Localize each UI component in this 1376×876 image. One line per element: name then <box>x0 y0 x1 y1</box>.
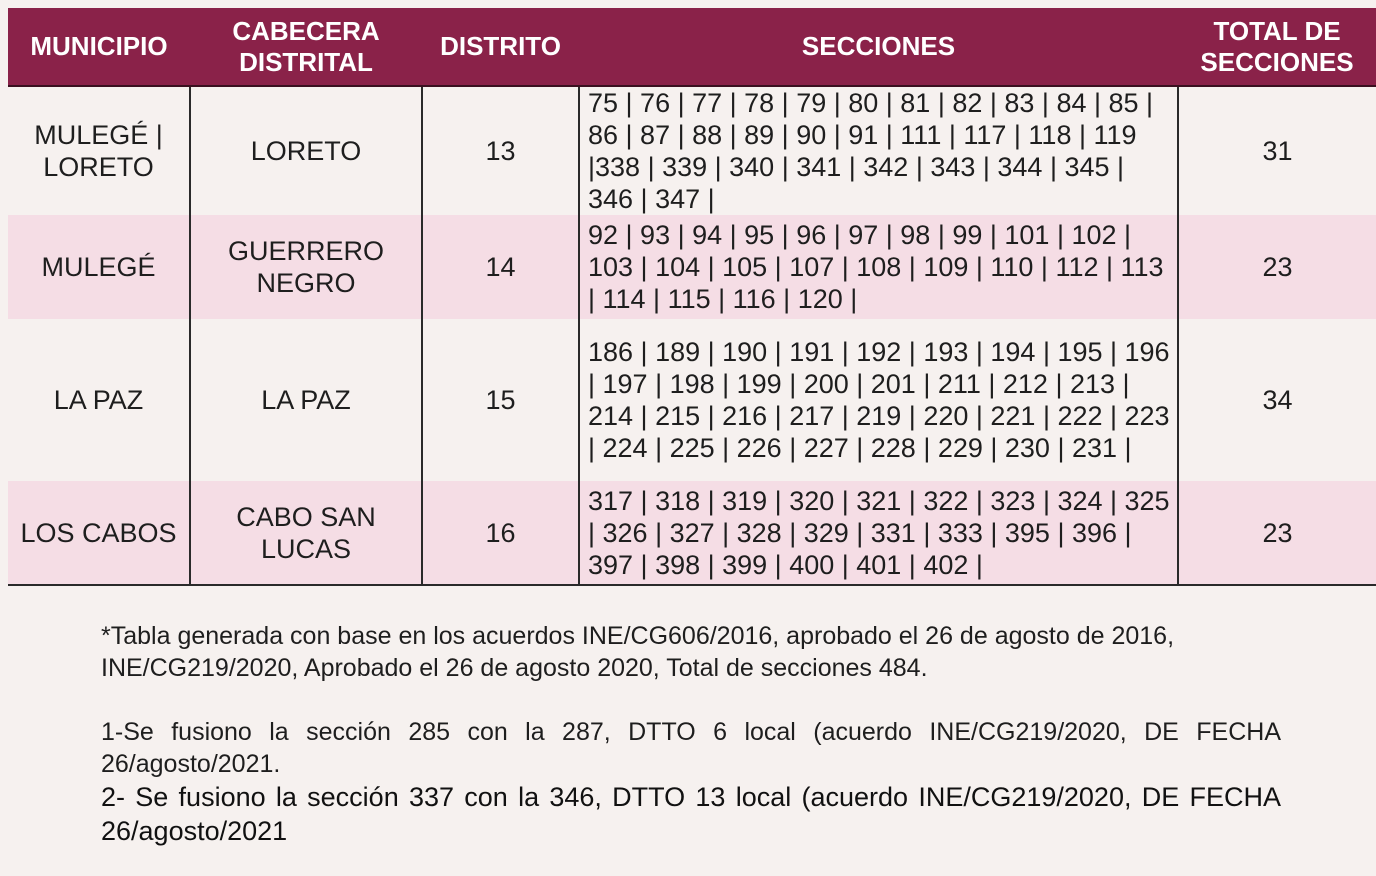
cell-distrito: 15 <box>422 319 579 481</box>
header-municipio: MUNICIPIO <box>8 8 190 86</box>
table-body <box>8 86 1376 585</box>
cell-secciones: 75 | 76 | 77 | 78 | 79 | 80 | 81 | 82 | 83 | 84 | 85 | 86 | 87 | 88 | 89 | 90 | 91 | 111 | 117 | 118 | 119 |338 | 339 | 340 | 341 | 342 | 343 | 344 | 345 | 346 | 347 | <box>579 86 1178 215</box>
footnote-main: *Tabla generada con base en los acuerdos INE/CG606/2016, aprobado el 26 de agosto de 2016, INE/CG219/2020, Aprobado el 26 de agosto 2020, Total de secciones 484. <box>101 622 1175 682</box>
header-cabecera-distrital: CABECERA DISTRITAL <box>190 8 422 86</box>
cell-cabecera: LA PAZ <box>190 319 422 481</box>
cell-cabecera: CABO SAN LUCAS <box>190 481 422 585</box>
header-row <box>8 8 1376 86</box>
header-distrito: DISTRITO <box>422 8 579 86</box>
table-row <box>8 481 1376 585</box>
footnotes <box>101 620 1281 848</box>
header-total-secciones: TOTAL DE SECCIONES <box>1178 8 1376 86</box>
cell-municipio: MULEGÉ <box>8 215 190 319</box>
footnote-1: 1-Se fusiono la sección 285 con la 287, DTTO 6 local (acuerdo INE/CG219/2020, DE FECHA 26/agosto/2021. <box>101 718 1281 778</box>
table-row <box>8 215 1376 319</box>
table-row <box>8 86 1376 215</box>
footnote-2: 2- Se fusiono la sección 337 con la 346, DTTO 13 local (acuerdo INE/CG219/2020, DE FECHA 26/agosto/2021 <box>101 782 1281 846</box>
cell-secciones: 186 | 189 | 190 | 191 | 192 | 193 | 194 | 195 | 196 | 197 | 198 | 199 | 200 | 201 | 211 | 212 | 213 | 214 | 215 | 216 | 217 | 219 | 220 | 221 | 222 | 223 | 224 | 225 | 226 | 227 | 228 | 229 | 230 | 231 | <box>579 319 1178 481</box>
cell-municipio: LOS CABOS <box>8 481 190 585</box>
table-row <box>8 319 1376 481</box>
cell-secciones: 317 | 318 | 319 | 320 | 321 | 322 | 323 | 324 | 325 | 326 | 327 | 328 | 329 | 331 | 333 | 395 | 396 | 397 | 398 | 399 | 400 | 401 | 402 | <box>579 481 1178 585</box>
sections-table <box>8 8 1376 586</box>
cell-municipio: LA PAZ <box>8 319 190 481</box>
cell-distrito: 16 <box>422 481 579 585</box>
cell-secciones: 92 | 93 | 94 | 95 | 96 | 97 | 98 | 99 | 101 | 102 | 103 | 104 | 105 | 107 | 108 | 109 | 110 | 112 | 113 | 114 | 115 | 116 | 120 | <box>579 215 1178 319</box>
table-header <box>8 8 1376 86</box>
cell-total: 23 <box>1178 481 1376 585</box>
cell-distrito: 13 <box>422 86 579 215</box>
cell-total: 23 <box>1178 215 1376 319</box>
cell-total: 31 <box>1178 86 1376 215</box>
cell-distrito: 14 <box>422 215 579 319</box>
sections-table-container <box>8 8 1376 586</box>
cell-total: 34 <box>1178 319 1376 481</box>
cell-municipio: MULEGÉ | LORETO <box>8 86 190 215</box>
header-secciones: SECCIONES <box>579 8 1178 86</box>
cell-cabecera: LORETO <box>190 86 422 215</box>
cell-cabecera: GUERRERO NEGRO <box>190 215 422 319</box>
